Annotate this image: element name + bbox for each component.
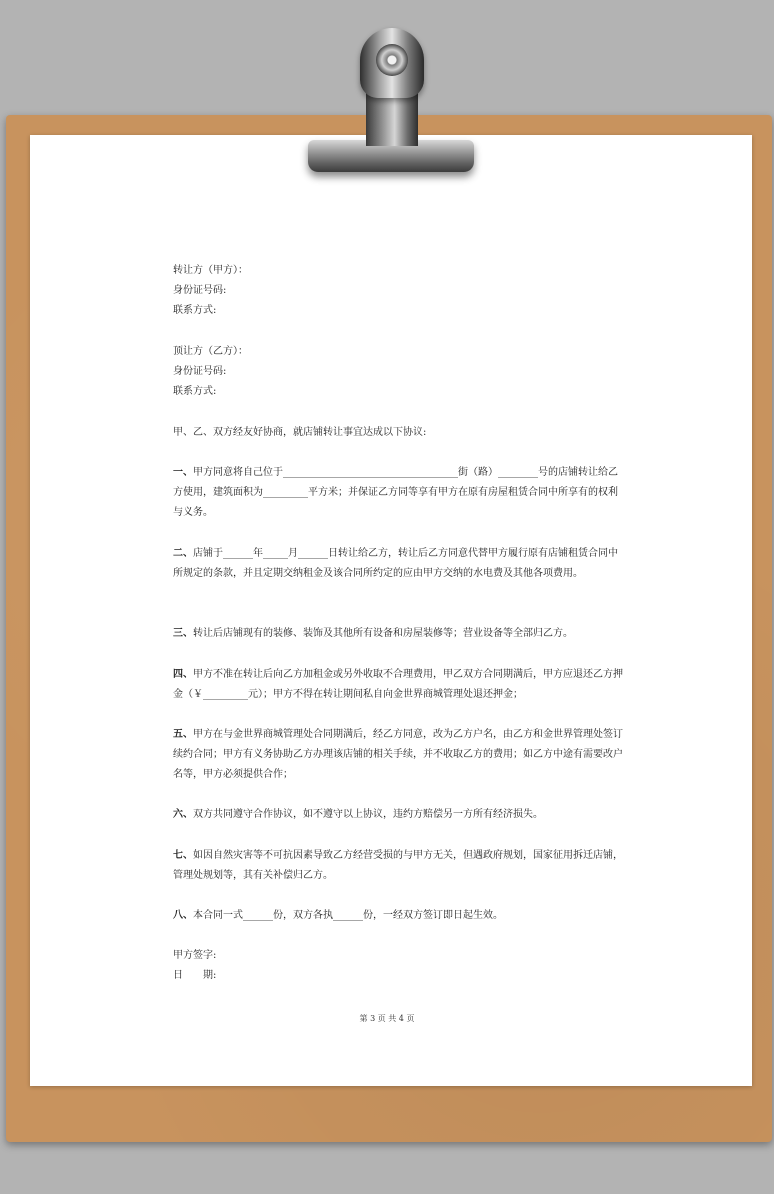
- clause-1-text: 甲方同意将自己位于___________________________________街（路）________号的店铺转让给乙方使用，建筑面积为_________平方米；并保证乙方同等享有甲方在原有房屋租赁合同中所享有的权利与义务。: [173, 467, 618, 518]
- clause-6: [173, 805, 623, 825]
- transferor-id-label: 身份证号码:: [173, 285, 227, 296]
- transferor-label: 转让方（甲方）：: [173, 265, 248, 276]
- clause-2-number: 二、: [173, 548, 193, 559]
- transferee-contact-label: 联系方式:: [173, 386, 217, 397]
- clause-7-text: 如因自然灾害等不可抗因素导致乙方经营受损的与甲方无关，但遇政府规划，国家征用拆迁店铺，管理处规划等，其有关补偿归乙方。: [173, 850, 623, 881]
- clause-5-number: 五、: [173, 729, 193, 740]
- clause-1-number: 一、: [173, 467, 193, 478]
- signature-date-label: 日 期:: [173, 970, 217, 981]
- clause-5-text: 甲方在与金世界商城管理处合同期满后，经乙方同意，改为乙方户名，由乙方和金世界管理处签订续约合同；甲方有义务协助乙方办理该店铺的相关手续，并不收取乙方的费用；如乙方中途有需要改户名等，甲方必须提供合作；: [173, 729, 623, 780]
- clause-3-text: 转让后店铺现有的装修、装饰及其他所有设备和房屋装修等；营业设备等全部归乙方。: [193, 628, 573, 639]
- transferor-contact-label: 联系方式:: [173, 305, 217, 316]
- clause-4-text: 甲方不准在转让后向乙方加租金或另外收取不合理费用，甲乙双方合同期满后，甲方应退还乙方押金（￥_________元）；甲方不得在转让期间私自向金世界商城管理处退还押金；: [173, 669, 623, 700]
- intro-paragraph: 甲、乙、双方经友好协商，就店铺转让事宜达成以下协议:: [173, 427, 427, 438]
- party-a-signature-label: 甲方签字:: [173, 950, 217, 961]
- clause-7: [173, 846, 623, 886]
- clause-3-number: 三、: [173, 628, 193, 639]
- clause-4: [173, 665, 623, 705]
- clause-7-number: 七、: [173, 850, 193, 861]
- document-page: [30, 135, 752, 1086]
- clause-6-number: 六、: [173, 809, 193, 820]
- clause-6-text: 双方共同遵守合作协议，如不遵守以上协议，违约方赔偿另一方所有经济损失。: [193, 809, 543, 820]
- clause-8: [173, 906, 623, 926]
- clip-hole: [376, 44, 408, 76]
- page-number: 第 3 页 共 4 页: [359, 1014, 415, 1023]
- clause-8-number: 八、: [173, 910, 193, 921]
- clause-2: [173, 544, 623, 584]
- transferee-label: 顶让方（乙方）：: [173, 346, 248, 357]
- clause-5: [173, 725, 623, 785]
- clause-1: [173, 463, 623, 523]
- transferee-id-label: 身份证号码:: [173, 366, 227, 377]
- clause-3: [173, 624, 623, 644]
- clause-4-number: 四、: [173, 669, 193, 680]
- clause-2-text: 店铺于______年_____月______日转让给乙方，转让后乙方同意代替甲方履行原有店铺租赁合同中所规定的条款，并且定期交纳租金及该合同所约定的应由甲方交纳的水电费及其他各项费用。: [173, 548, 618, 579]
- clause-8-text: 本合同一式______份，双方各执______份，一经双方签订即日起生效。: [193, 910, 503, 921]
